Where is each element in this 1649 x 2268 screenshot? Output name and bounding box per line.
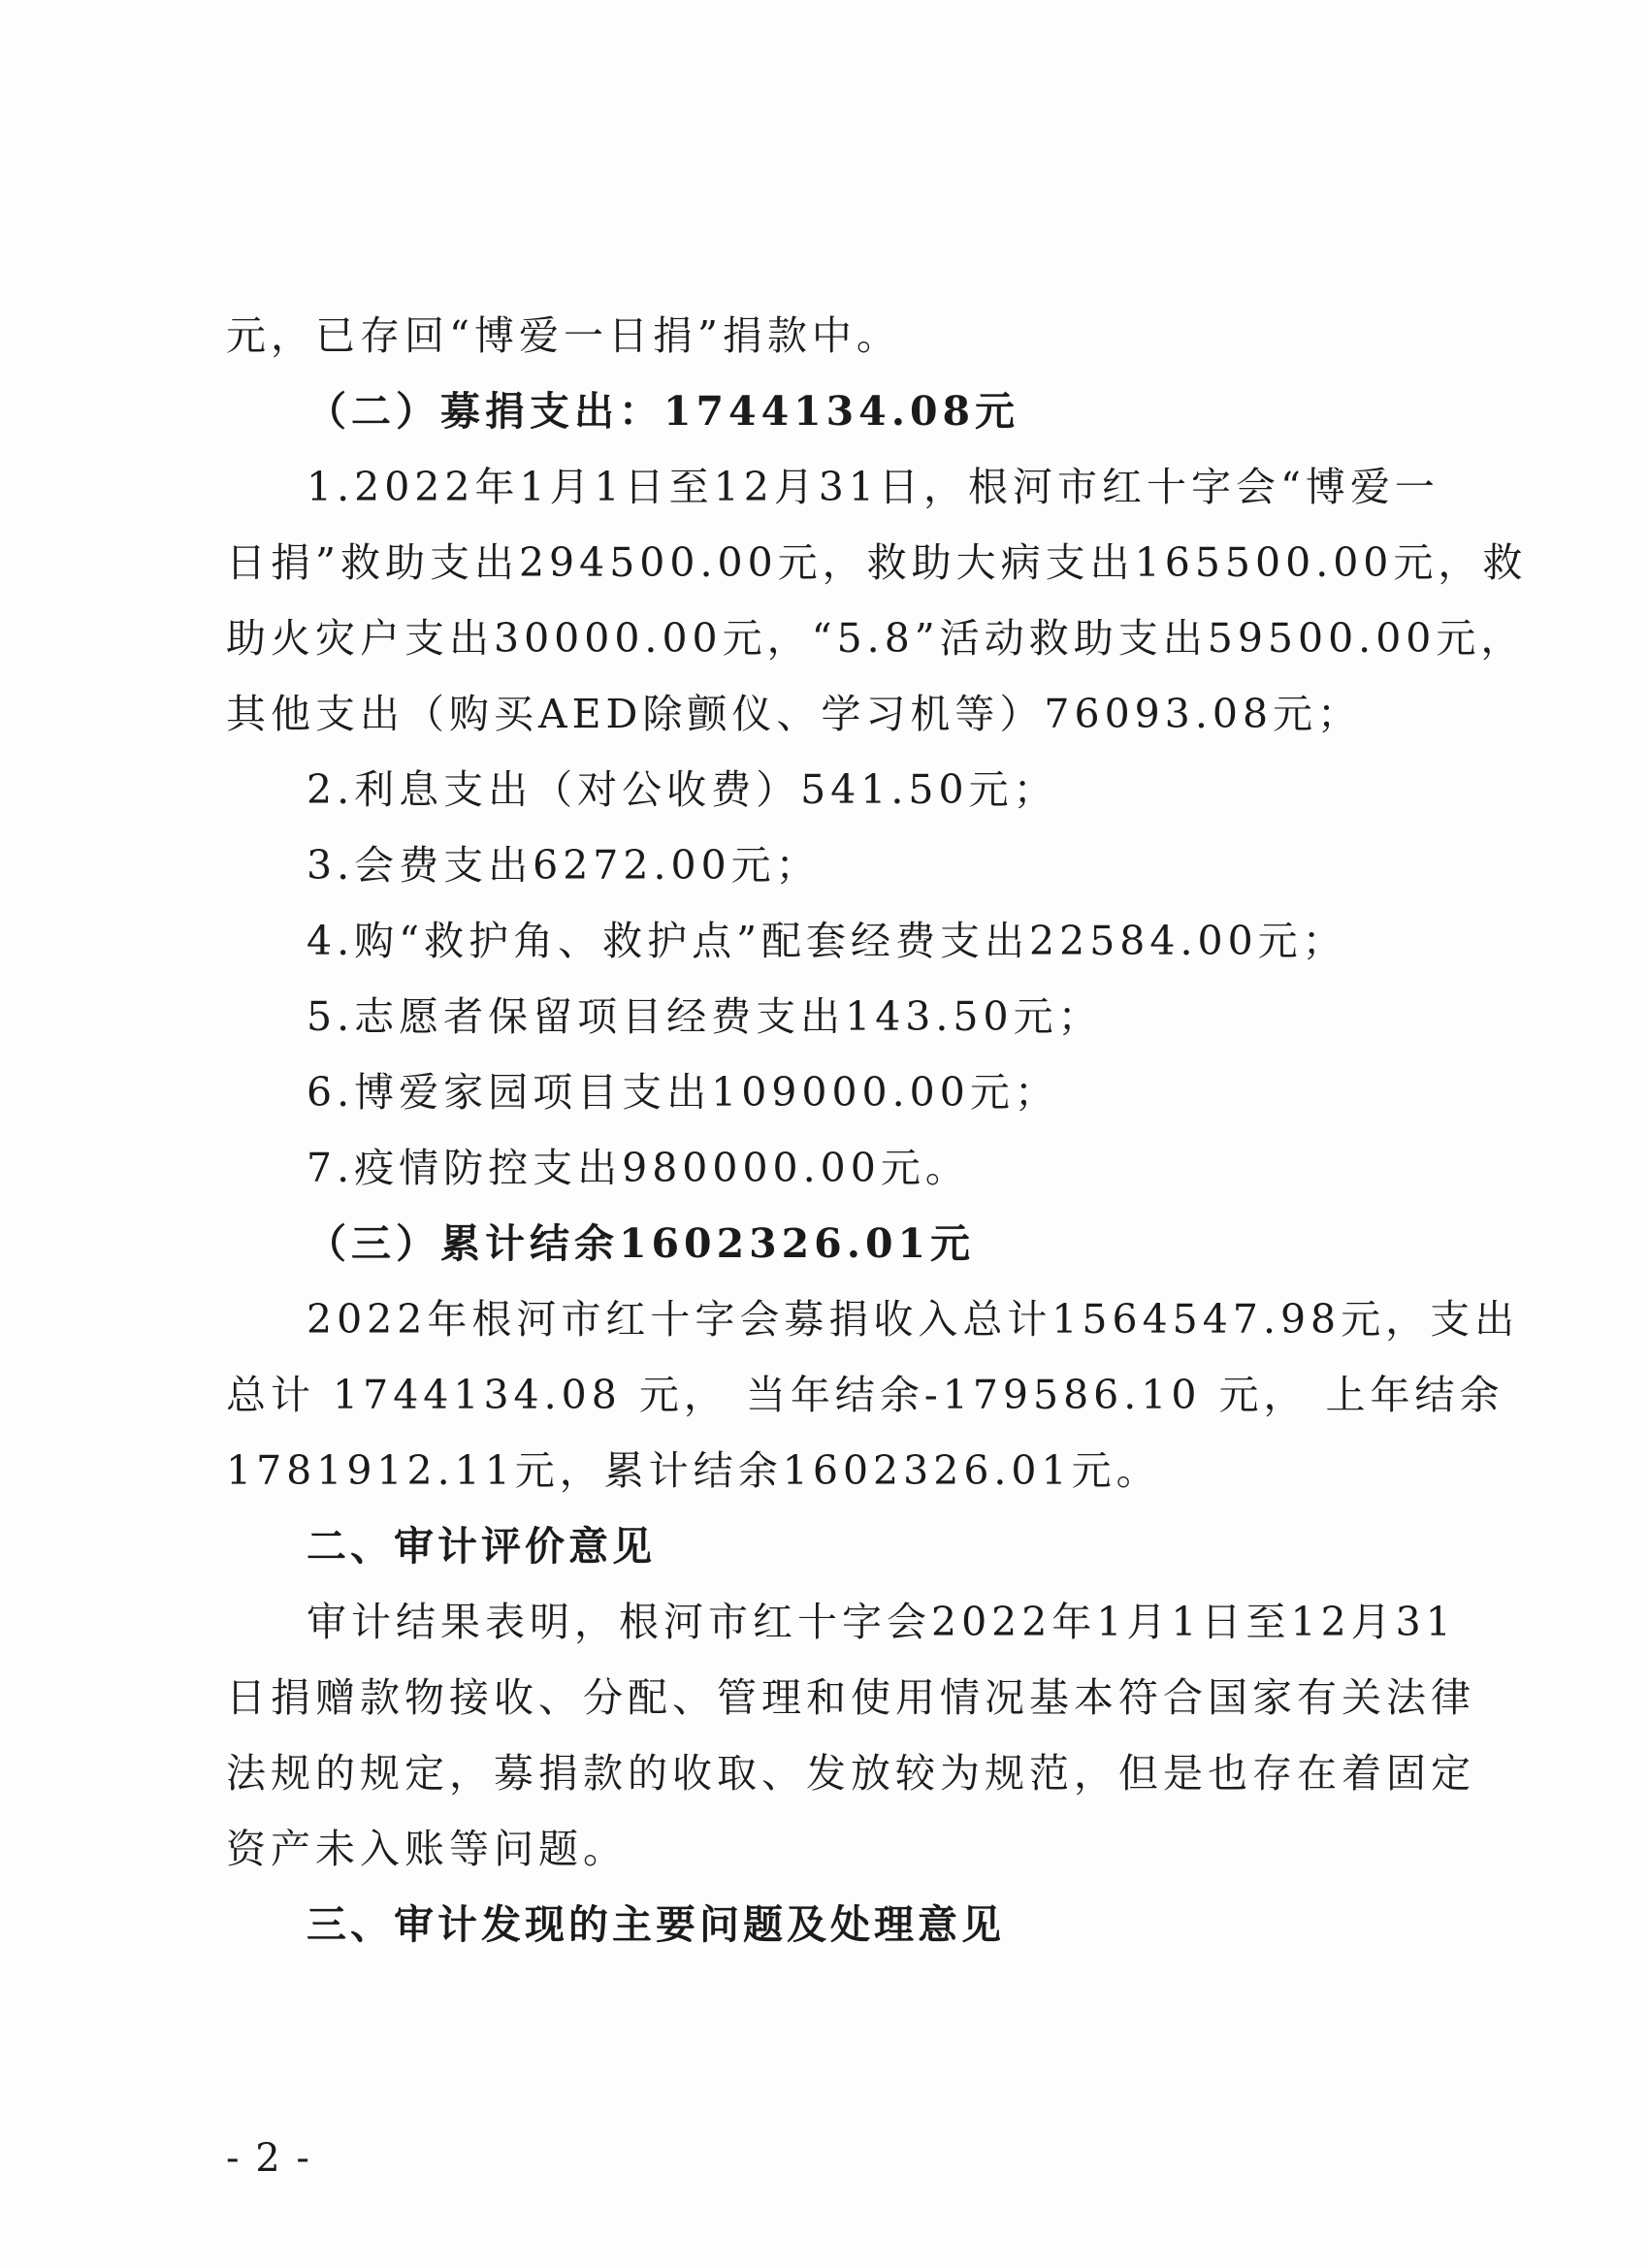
list-item: 6.博爱家园项目支出109000.00元； (307, 1069, 1059, 1116)
paragraph-line: 总计 1744134.08 元， 当年结余-179586.10 元， 上年结余 (226, 1372, 1504, 1418)
page-number: - 2 - (226, 2136, 311, 2181)
section-heading-issues: 三、审计发现的主要问题及处理意见 (307, 1901, 1005, 1948)
paragraph-line: 资产未入账等问题。 (226, 1826, 628, 1872)
section-heading-balance: （三）累计结余1602326.01元 (307, 1220, 976, 1267)
list-item: 5.志愿者保留项目经费支出143.50元； (307, 993, 1103, 1040)
paragraph-line: 1781912.11元，累计结余1602326.01元。 (226, 1447, 1161, 1494)
paragraph-line: 法规的规定，募捐款的收取、发放较为规范，但是也存在着固定 (226, 1750, 1475, 1797)
list-item: 4.购“救护角、救护点”配套经费支出22584.00元； (307, 918, 1347, 964)
paragraph-line: 日捐赠款物接收、分配、管理和使用情况基本符合国家有关法律 (226, 1674, 1475, 1721)
paragraph-line: 2022年根河市红十字会募捐收入总计1564547.98元，支出 (307, 1296, 1520, 1343)
list-item: 7.疫情防控支出980000.00元。 (307, 1145, 970, 1191)
paragraph-line: 日捐”救助支出294500.00元，救助大病支出165500.00元，救 (226, 539, 1528, 586)
section-heading-evaluation: 二、审计评价意见 (307, 1523, 656, 1570)
paragraph-line: 其他支出（购买AED除颤仪、学习机等）76093.08元； (226, 691, 1363, 737)
paragraph-line: 1.2022年1月1日至12月31日，根河市红十字会“博爱一 (307, 464, 1439, 510)
paragraph-line: 元，已存回“博爱一日捐”捐款中。 (226, 312, 901, 359)
paragraph-line: 助火灾户支出30000.00元，“5.8”活动救助支出59500.00元， (226, 615, 1526, 662)
list-item: 3.会费支出6272.00元； (307, 842, 821, 889)
list-item: 2.利息支出（对公收费）541.50元； (307, 766, 1058, 813)
paragraph-line: 审计结果表明，根河市红十字会2022年1月1日至12月31 (307, 1599, 1456, 1645)
section-heading-expenditure: （二）募捐支出：1744134.08元 (307, 388, 1020, 435)
